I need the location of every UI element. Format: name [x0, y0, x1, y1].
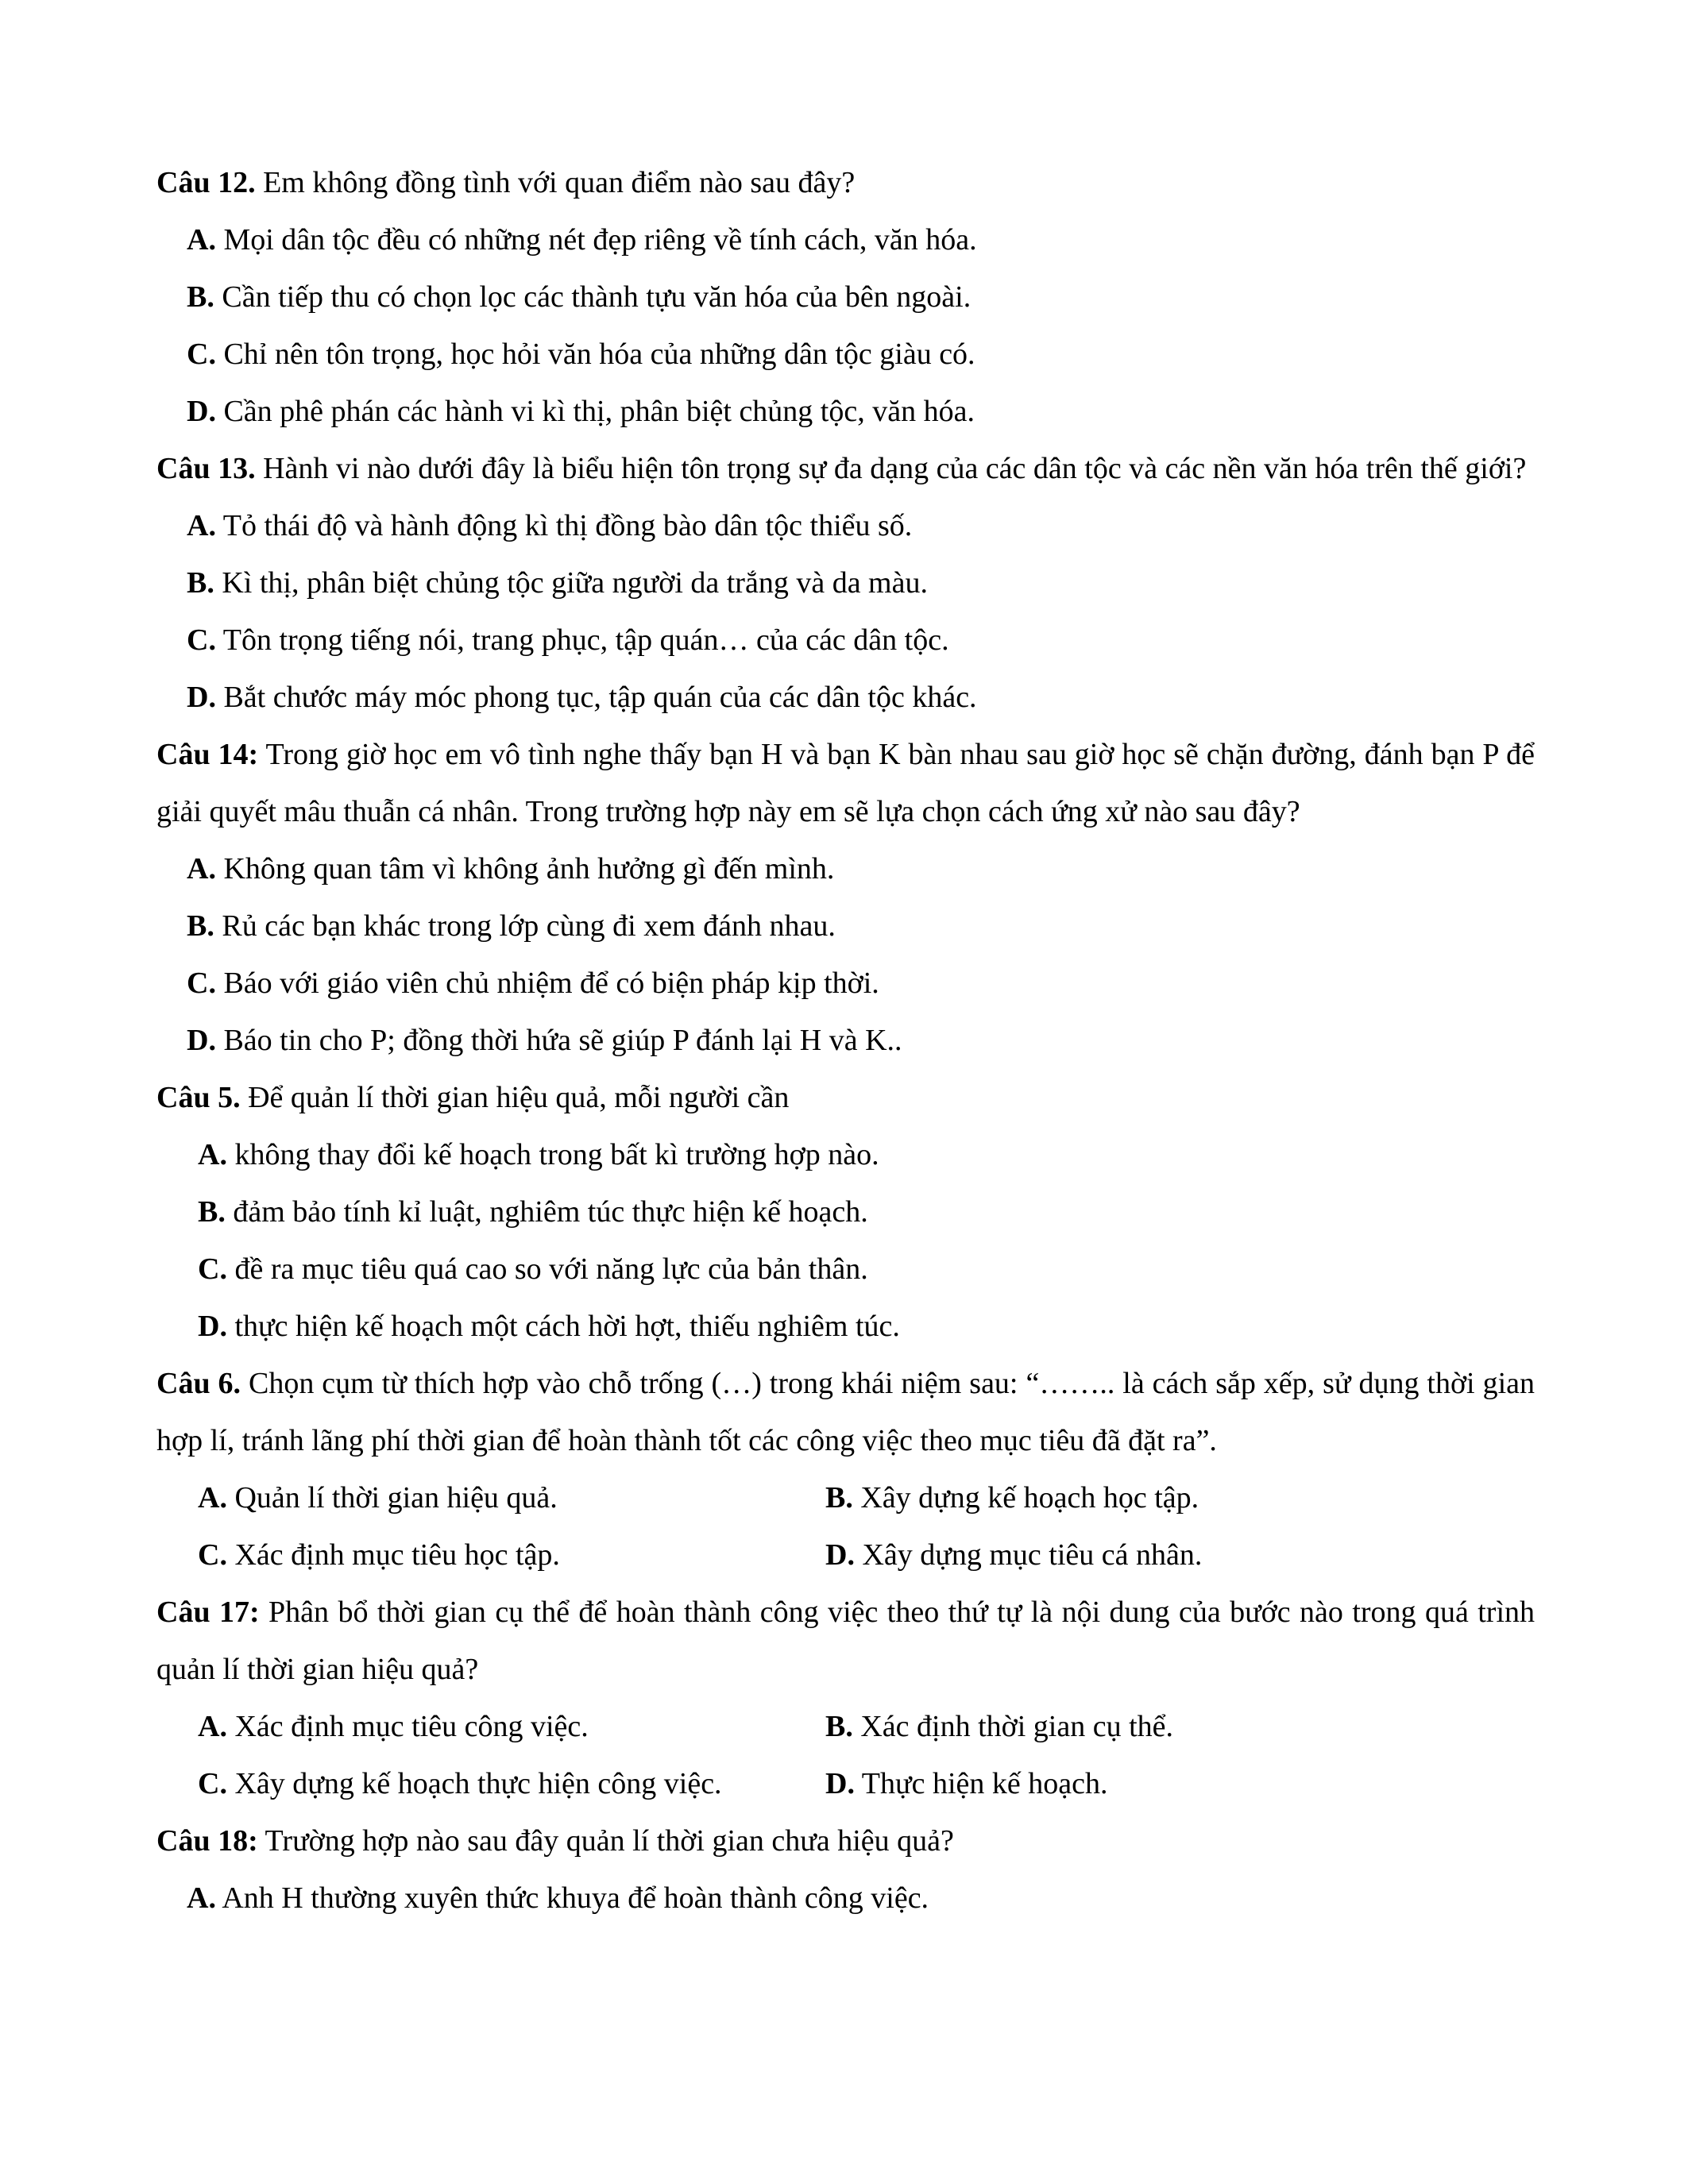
option-text: Anh H thường xuyên thức khuya để hoàn thành công việc.: [215, 1881, 929, 1915]
option-c: [156, 612, 1535, 669]
option-letter: A.: [187, 1881, 216, 1915]
option-text: thực hiện kế hoạch một cách hời hợt, thiếu nghiêm túc.: [226, 1310, 900, 1343]
option-letter: C.: [187, 623, 216, 657]
option-b: [825, 1469, 1199, 1526]
option-text: Bắt chước máy móc phong tục, tập quán của các dân tộc khác.: [215, 681, 977, 714]
option-c: [156, 1526, 825, 1584]
option-row: [156, 1698, 1535, 1755]
question-text: Trường hợp nào sau đây quản lí thời gian chưa hiệu quả?: [257, 1824, 954, 1858]
option-c: [156, 1755, 825, 1812]
question-stem: [156, 440, 1535, 497]
option-text: Cần tiếp thu có chọn lọc các thành tựu văn hóa của bên ngoài.: [214, 280, 971, 314]
option-letter: D.: [187, 681, 216, 714]
question-5: [156, 1069, 1535, 1355]
question-6: [156, 1355, 1535, 1584]
question-label: Câu 12.: [156, 166, 256, 199]
option-a: [156, 211, 1535, 268]
option-b: [156, 268, 1535, 326]
question-label: Câu 5.: [156, 1081, 241, 1114]
question-stem: [156, 726, 1535, 840]
option-letter: B.: [198, 1195, 226, 1229]
option-d: [156, 1012, 1535, 1069]
option-text: Tỏ thái độ và hành động kì thị đồng bào dân tộc thiểu số.: [215, 509, 913, 542]
question-text: Để quản lí thời gian hiệu quả, mỗi người cần: [240, 1081, 790, 1114]
question-14: [156, 726, 1535, 1069]
option-text: Báo với giáo viên chủ nhiệm để có biện pháp kịp thời.: [215, 967, 879, 1000]
option-a: [156, 1870, 1535, 1927]
option-letter: D.: [198, 1310, 227, 1343]
option-letter: A.: [198, 1481, 227, 1515]
question-stem: [156, 1584, 1535, 1698]
option-a: [156, 1126, 1535, 1183]
option-d: [156, 669, 1535, 726]
option-text: Không quan tâm vì không ảnh hưởng gì đến mình.: [215, 852, 835, 886]
question-label: Câu 6.: [156, 1367, 241, 1400]
option-letter: A.: [187, 509, 216, 542]
option-c: [156, 955, 1535, 1012]
option-letter: D.: [825, 1538, 855, 1572]
question-text: Chọn cụm từ thích hợp vào chỗ trống (…) trong khái niệm sau: “…….. là cách sắp xếp, sử dụng thời gian hợp lí, tránh lãng phí thời gian để hoàn thành tốt các công việc theo mục tiêu đã đặt ra”.: [156, 1367, 1535, 1457]
option-row: [156, 1755, 1535, 1812]
option-d: [156, 383, 1535, 440]
option-b: [825, 1698, 1173, 1755]
option-row: [156, 1469, 1535, 1526]
option-text: đề ra mục tiêu quá cao so với năng lực của bản thân.: [226, 1252, 868, 1286]
question-label: Câu 13.: [156, 452, 256, 485]
question-text: Phân bổ thời gian cụ thể để hoàn thành công việc theo thứ tự là nội dung của bước nào trong quá trình quản lí thời gian hiệu quả?: [156, 1596, 1535, 1686]
option-letter: B.: [187, 909, 214, 943]
option-letter: A.: [198, 1138, 227, 1171]
option-b: [156, 1183, 1535, 1241]
exam-page: [156, 154, 1535, 1927]
option-d: [825, 1526, 1202, 1584]
option-text: Báo tin cho P; đồng thời hứa sẽ giúp P đánh lại H và K..: [215, 1024, 902, 1057]
option-letter: A.: [198, 1710, 227, 1743]
question-label: Câu 18:: [156, 1824, 258, 1858]
question-text: Hành vi nào dưới đây là biểu hiện tôn trọng sự đa dạng của các dân tộc và các nền văn hóa trên thế giới?: [255, 452, 1527, 485]
question-stem: [156, 1812, 1535, 1870]
question-stem: [156, 1069, 1535, 1126]
question-label: Câu 17:: [156, 1596, 260, 1629]
option-letter: D.: [187, 1024, 216, 1057]
option-letter: D.: [187, 395, 216, 428]
option-letter: C.: [187, 967, 216, 1000]
option-letter: B.: [825, 1481, 853, 1515]
option-text: Quản lí thời gian hiệu quả.: [226, 1481, 558, 1515]
option-b: [156, 897, 1535, 955]
question-12: [156, 154, 1535, 440]
option-text: Cần phê phán các hành vi kì thị, phân biệt chủng tộc, văn hóa.: [215, 395, 975, 428]
option-text: Xây dựng kế hoạch học tập.: [852, 1481, 1199, 1515]
option-text: không thay đổi kế hoạch trong bất kì trường hợp nào.: [226, 1138, 879, 1171]
option-letter: C.: [198, 1538, 227, 1572]
option-letter: D.: [825, 1767, 855, 1800]
option-b: [156, 554, 1535, 612]
option-d: [156, 1298, 1535, 1355]
question-17: [156, 1584, 1535, 1812]
option-row: [156, 1526, 1535, 1584]
question-stem: [156, 154, 1535, 211]
option-text: Xác định mục tiêu công việc.: [226, 1710, 589, 1743]
option-letter: C.: [198, 1767, 227, 1800]
option-letter: B.: [187, 566, 214, 600]
option-letter: A.: [187, 223, 216, 257]
question-text: Trong giờ học em vô tình nghe thấy bạn H và bạn K bàn nhau sau giờ học sẽ chặn đường, đánh bạn P để giải quyết mâu thuẫn cá nhân. Trong trường hợp này em sẽ lựa chọn cách ứng xử nào sau đây?: [156, 738, 1535, 828]
option-a: [156, 497, 1535, 554]
option-text: đảm bảo tính kỉ luật, nghiêm túc thực hiện kế hoạch.: [225, 1195, 868, 1229]
option-letter: C.: [187, 338, 216, 371]
option-text: Xác định mục tiêu học tập.: [226, 1538, 560, 1572]
question-text: Em không đồng tình với quan điểm nào sau đây?: [255, 166, 856, 199]
question-label: Câu 14:: [156, 738, 259, 771]
option-text: Chỉ nên tôn trọng, học hỏi văn hóa của những dân tộc giàu có.: [215, 338, 975, 371]
option-text: Mọi dân tộc đều có những nét đẹp riêng về tính cách, văn hóa.: [215, 223, 977, 257]
option-text: Xây dựng mục tiêu cá nhân.: [854, 1538, 1203, 1572]
option-d: [825, 1755, 1107, 1812]
option-letter: C.: [198, 1252, 227, 1286]
option-text: Tôn trọng tiếng nói, trang phục, tập quán… của các dân tộc.: [215, 623, 949, 657]
option-text: Rủ các bạn khác trong lớp cùng đi xem đánh nhau.: [214, 909, 836, 943]
option-a: [156, 1469, 825, 1526]
option-text: Kì thị, phân biệt chủng tộc giữa người da trắng và da màu.: [214, 566, 928, 600]
option-text: Xác định thời gian cụ thể.: [852, 1710, 1174, 1743]
question-stem: [156, 1355, 1535, 1469]
option-c: [156, 326, 1535, 383]
option-letter: A.: [187, 852, 216, 886]
option-text: Thực hiện kế hoạch.: [854, 1767, 1108, 1800]
option-a: [156, 840, 1535, 897]
option-text: Xây dựng kế hoạch thực hiện công việc.: [226, 1767, 722, 1800]
option-letter: B.: [187, 280, 214, 314]
option-c: [156, 1241, 1535, 1298]
question-18: [156, 1812, 1535, 1927]
option-a: [156, 1698, 825, 1755]
question-13: [156, 440, 1535, 726]
option-letter: B.: [825, 1710, 853, 1743]
